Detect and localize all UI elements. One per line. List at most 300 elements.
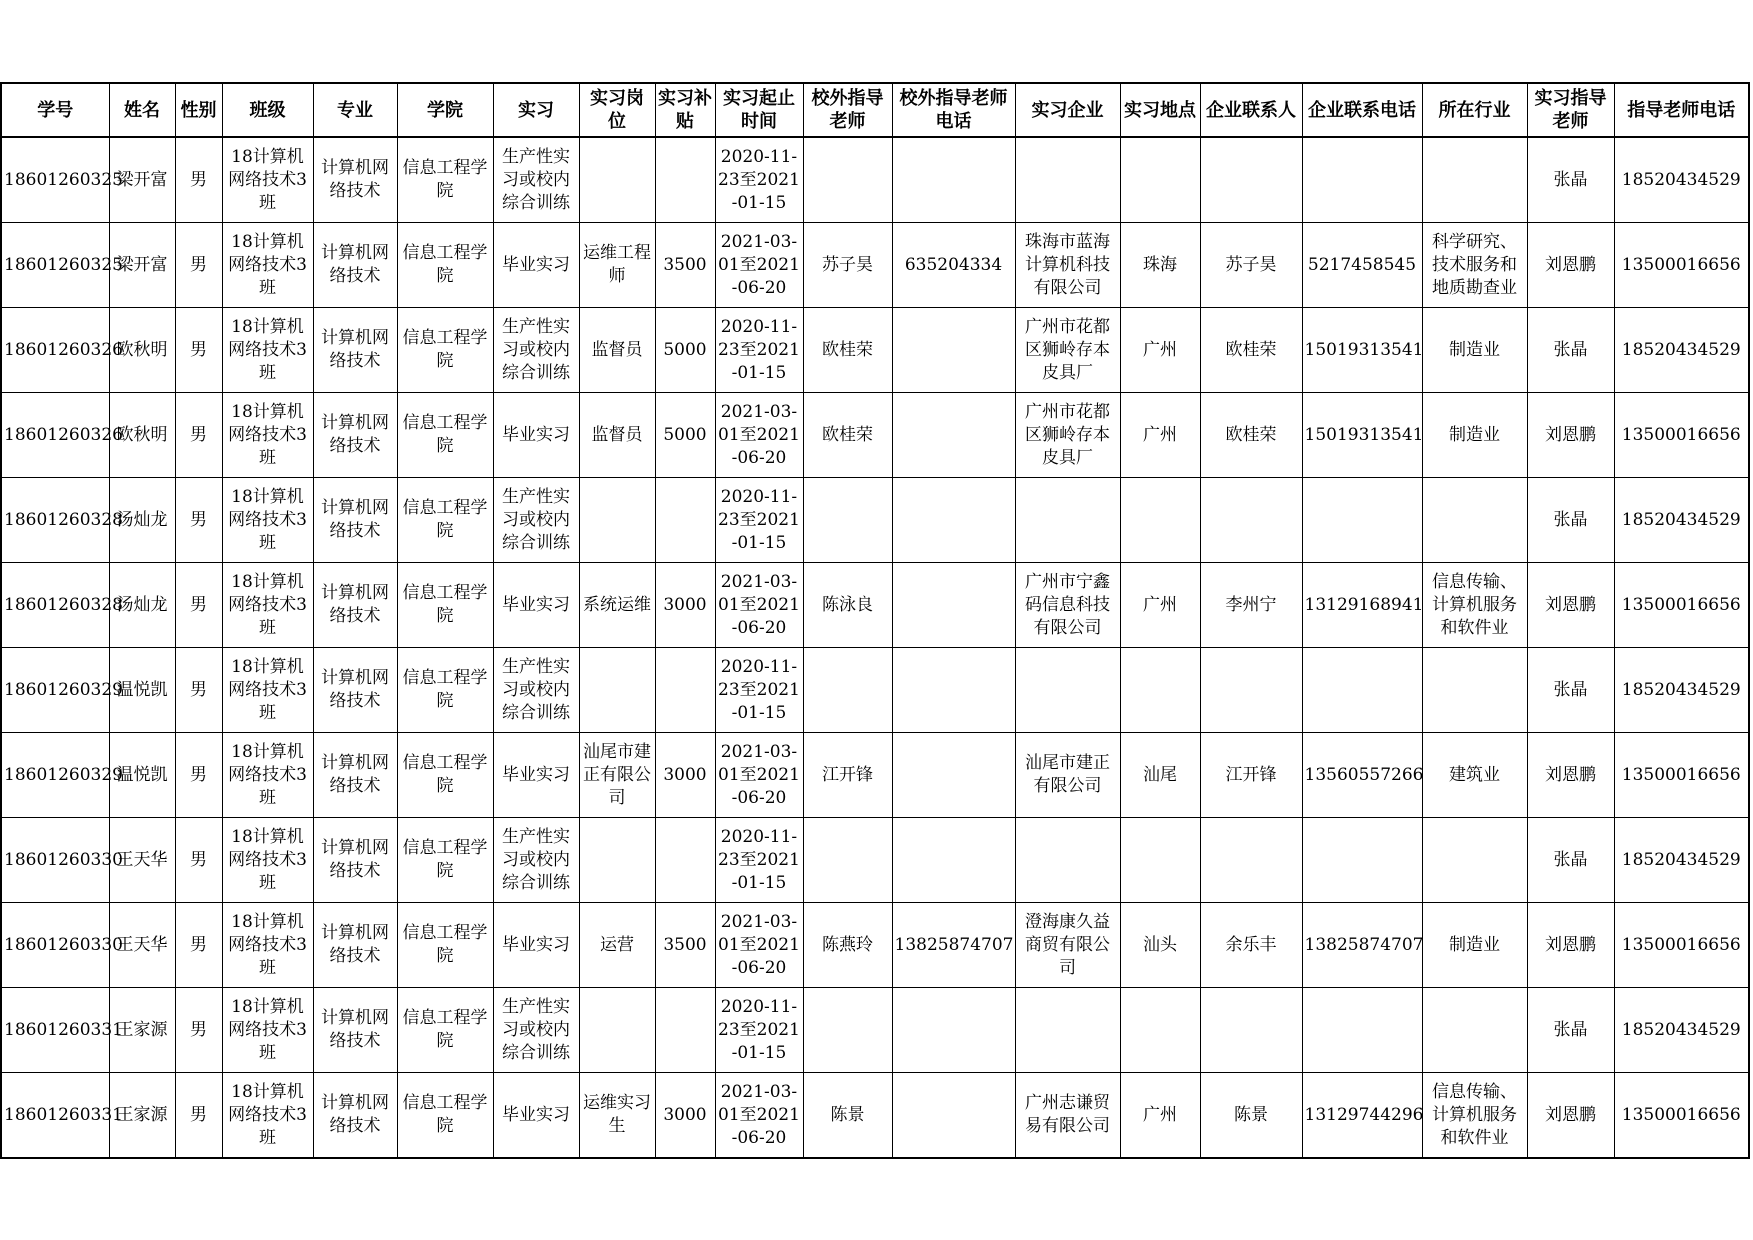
cell-text: 欧秋明 — [116, 424, 168, 445]
cell-text: 男 — [190, 679, 207, 700]
cell-text: 江开锋 — [822, 764, 873, 785]
table-cell — [579, 733, 655, 818]
table-cell — [1200, 648, 1302, 733]
cell-text: 信息工程学院 — [402, 1093, 488, 1136]
cell-text: 计算机网络技术 — [321, 923, 389, 966]
table-cell — [803, 648, 892, 733]
table-cell — [655, 818, 715, 903]
table-cell — [803, 903, 892, 988]
cell-text: 18520434529 — [1621, 849, 1741, 870]
cell-text: 陈景 — [830, 1104, 865, 1125]
table-cell — [1015, 563, 1120, 648]
cell-text: 18601260329 — [4, 679, 123, 700]
table-cell — [1120, 478, 1200, 563]
table-cell — [1302, 818, 1422, 903]
cell-text: 科学研究、技术服务和地质勘查业 — [1432, 231, 1517, 298]
table-cell — [655, 563, 715, 648]
cell-text: 欧桂荣 — [1225, 424, 1277, 445]
column-header: 实习起止时间 — [715, 83, 803, 137]
cell-text: 信息传输、计算机服务和软件业 — [1432, 571, 1517, 638]
table-cell — [1422, 733, 1527, 818]
table-cell — [1, 818, 123, 903]
table-cell — [1200, 393, 1302, 478]
table-cell — [715, 988, 803, 1073]
column-header: 专业 — [313, 83, 397, 137]
cell-text: 张晶 — [1553, 169, 1588, 190]
cell-text: 15019313541 — [1304, 339, 1424, 360]
column-header: 实习岗位 — [579, 83, 655, 137]
table-cell — [493, 393, 579, 478]
column-header: 姓名 — [109, 83, 175, 137]
table-cell — [579, 648, 655, 733]
cell-text: 制造业 — [1449, 339, 1500, 360]
cell-text: 计算机网络技术 — [321, 328, 389, 371]
table-cell — [313, 393, 397, 478]
table-cell — [1200, 223, 1302, 308]
cell-text: 15019313541 — [1304, 424, 1424, 445]
cell-text: 汕尾 — [1143, 764, 1177, 785]
table-row — [1, 393, 1749, 478]
table-cell — [1120, 1073, 1200, 1159]
cell-text: 5000 — [663, 339, 707, 360]
table-cell — [1527, 308, 1614, 393]
table-cell — [1, 1073, 123, 1159]
cell-text: 18计算机网络技术3班 — [228, 401, 307, 468]
table-cell — [313, 223, 397, 308]
table-cell — [579, 563, 655, 648]
table-cell — [493, 478, 579, 563]
table-cell — [1614, 1073, 1749, 1159]
column-header: 实习企业 — [1015, 83, 1120, 137]
table-cell — [313, 1073, 397, 1159]
cell-text: 3500 — [663, 254, 707, 275]
table-cell — [397, 1073, 493, 1159]
table-cell — [493, 137, 579, 223]
table-cell — [175, 393, 222, 478]
table-cell — [109, 223, 175, 308]
table-cell — [1120, 223, 1200, 308]
table-cell — [892, 563, 1015, 648]
cell-text: 监督员 — [591, 339, 643, 360]
cell-text: 18520434529 — [1621, 509, 1741, 530]
table-cell — [803, 733, 892, 818]
cell-text: 江开锋 — [1225, 764, 1277, 785]
cell-text: 18520434529 — [1621, 1019, 1741, 1040]
table-cell — [1015, 988, 1120, 1073]
table-cell — [1015, 478, 1120, 563]
table-cell — [397, 648, 493, 733]
table-cell — [1527, 818, 1614, 903]
cell-text: 13500016656 — [1621, 1104, 1741, 1125]
cell-text: 信息工程学院 — [402, 923, 488, 966]
table-cell — [493, 223, 579, 308]
table-cell — [579, 1073, 655, 1159]
cell-text: 13560557266 — [1304, 764, 1424, 785]
table-cell — [655, 223, 715, 308]
cell-text: 男 — [190, 339, 207, 360]
table-cell — [892, 308, 1015, 393]
table-cell — [1527, 648, 1614, 733]
table-cell — [175, 478, 222, 563]
table-cell — [109, 563, 175, 648]
cell-text: 2021-03-01至2021-06-20 — [718, 571, 800, 638]
table-cell — [892, 478, 1015, 563]
table-cell — [1200, 818, 1302, 903]
cell-text: 13129744296 — [1304, 1104, 1424, 1125]
table-cell — [1302, 393, 1422, 478]
cell-text: 13825874707 — [1304, 934, 1424, 955]
cell-text: 2020-11-23至2021-01-15 — [718, 316, 800, 383]
cell-text: 王天华 — [116, 934, 168, 955]
cell-text: 苏子昊 — [822, 254, 873, 275]
column-header: 指导老师电话 — [1614, 83, 1749, 137]
table-cell — [1, 393, 123, 478]
table-cell — [1120, 393, 1200, 478]
cell-text: 18601260328 — [4, 594, 123, 615]
cell-text: 2021-03-01至2021-06-20 — [718, 231, 800, 298]
cell-text: 制造业 — [1449, 424, 1500, 445]
table-cell — [1422, 988, 1527, 1073]
table-cell — [313, 308, 397, 393]
table-cell — [1614, 308, 1749, 393]
cell-text: 汕尾市建正有限公司 — [1025, 753, 1110, 796]
cell-text: 广州市花都区狮岭存本皮具厂 — [1025, 401, 1110, 468]
table-cell — [655, 137, 715, 223]
table-cell — [313, 818, 397, 903]
cell-text: 男 — [190, 594, 207, 615]
cell-text: 陈燕玲 — [822, 934, 873, 955]
cell-text: 男 — [190, 424, 207, 445]
table-cell — [175, 648, 222, 733]
cell-text: 广州 — [1143, 424, 1177, 445]
table-cell — [579, 818, 655, 903]
cell-text: 生产性实习或校内综合训练 — [502, 826, 570, 893]
table-cell — [803, 223, 892, 308]
table-cell — [803, 393, 892, 478]
cell-text: 监督员 — [591, 424, 643, 445]
cell-text: 广州 — [1143, 594, 1177, 615]
table-cell — [1015, 903, 1120, 988]
table-row — [1, 223, 1749, 308]
table-row — [1, 988, 1749, 1073]
cell-text: 珠海 — [1143, 254, 1177, 275]
table-cell — [1614, 818, 1749, 903]
table-cell — [1200, 308, 1302, 393]
column-header: 所在行业 — [1422, 83, 1527, 137]
table-cell — [655, 648, 715, 733]
cell-text: 信息工程学院 — [402, 838, 488, 881]
table-cell — [579, 903, 655, 988]
table-cell — [109, 903, 175, 988]
table-cell — [1200, 903, 1302, 988]
table-cell — [892, 1073, 1015, 1159]
cell-text: 刘恩鹏 — [1545, 764, 1596, 785]
table-cell — [222, 648, 313, 733]
table-cell — [1527, 903, 1614, 988]
cell-text: 生产性实习或校内综合训练 — [502, 996, 570, 1063]
table-cell — [397, 563, 493, 648]
table-cell — [175, 563, 222, 648]
table-cell — [1527, 478, 1614, 563]
cell-text: 18601260331 — [4, 1019, 123, 1040]
table-cell — [1527, 563, 1614, 648]
cell-text: 刘恩鹏 — [1545, 594, 1596, 615]
cell-text: 信息工程学院 — [402, 413, 488, 456]
cell-text: 18601260328 — [4, 509, 123, 530]
cell-text: 18601260331 — [4, 1104, 123, 1125]
table-cell — [579, 137, 655, 223]
header-row — [1, 83, 1749, 137]
table-cell — [493, 818, 579, 903]
column-header: 性别 — [175, 83, 222, 137]
cell-text: 13500016656 — [1621, 254, 1741, 275]
cell-text: 建筑业 — [1449, 764, 1500, 785]
cell-text: 18计算机网络技术3班 — [228, 146, 307, 213]
table-cell — [1120, 563, 1200, 648]
table-cell — [175, 1073, 222, 1159]
cell-text: 计算机网络技术 — [321, 753, 389, 796]
cell-text: 欧秋明 — [116, 339, 168, 360]
table-cell — [109, 733, 175, 818]
table-cell — [1120, 137, 1200, 223]
cell-text: 18601260329 — [4, 764, 123, 785]
table-cell — [1, 478, 123, 563]
cell-text: 生产性实习或校内综合训练 — [502, 146, 570, 213]
table-cell — [803, 818, 892, 903]
cell-text: 毕业实习 — [502, 254, 570, 275]
table-cell — [655, 733, 715, 818]
table-cell — [803, 563, 892, 648]
cell-text: 运维工程师 — [583, 243, 651, 286]
table-cell — [222, 393, 313, 478]
table-cell — [397, 393, 493, 478]
cell-text: 信息工程学院 — [402, 498, 488, 541]
table-cell — [1, 903, 123, 988]
column-header: 企业联系电话 — [1302, 83, 1422, 137]
table-cell — [109, 818, 175, 903]
cell-text: 18计算机网络技术3班 — [228, 741, 307, 808]
table-cell — [175, 308, 222, 393]
table-cell — [1200, 988, 1302, 1073]
table-cell — [1422, 308, 1527, 393]
table-cell — [1422, 137, 1527, 223]
table-cell — [175, 733, 222, 818]
table-cell — [1614, 563, 1749, 648]
column-header: 校外指导老师电话 — [892, 83, 1015, 137]
table-cell — [1015, 648, 1120, 733]
table-cell — [803, 1073, 892, 1159]
table-cell — [1614, 733, 1749, 818]
cell-text: 男 — [190, 254, 207, 275]
table-cell — [715, 648, 803, 733]
table-cell — [1614, 478, 1749, 563]
table-cell — [109, 1073, 175, 1159]
table-cell — [222, 988, 313, 1073]
table-cell — [1422, 818, 1527, 903]
table-cell — [1302, 733, 1422, 818]
table-cell — [175, 818, 222, 903]
table-cell — [493, 733, 579, 818]
table-cell — [1422, 563, 1527, 648]
table-cell — [1, 648, 123, 733]
table-row — [1, 903, 1749, 988]
cell-text: 18520434529 — [1621, 339, 1741, 360]
column-header: 实习 — [493, 83, 579, 137]
table-cell — [1302, 988, 1422, 1073]
table-cell — [222, 478, 313, 563]
cell-text: 13500016656 — [1621, 424, 1741, 445]
table-cell — [892, 137, 1015, 223]
table-cell — [715, 563, 803, 648]
cell-text: 计算机网络技术 — [321, 1008, 389, 1051]
cell-text: 5217458545 — [1307, 254, 1417, 275]
table-cell — [1614, 223, 1749, 308]
cell-text: 毕业实习 — [502, 1104, 570, 1125]
cell-text: 刘恩鹏 — [1545, 254, 1596, 275]
cell-text: 计算机网络技术 — [321, 243, 389, 286]
table-cell — [892, 648, 1015, 733]
column-header: 学院 — [397, 83, 493, 137]
table-cell — [1527, 223, 1614, 308]
cell-text: 苏子昊 — [1225, 254, 1277, 275]
table-cell — [1015, 1073, 1120, 1159]
cell-text: 广州 — [1143, 1104, 1177, 1125]
cell-text: 13129168941 — [1304, 594, 1424, 615]
table-cell — [397, 903, 493, 988]
cell-text: 汤灿龙 — [116, 509, 168, 530]
cell-text: 梁开富 — [116, 169, 168, 190]
table-cell — [1527, 1073, 1614, 1159]
table-cell — [1200, 733, 1302, 818]
table-cell — [397, 733, 493, 818]
cell-text: 13825874707 — [894, 934, 1014, 955]
table-cell — [803, 308, 892, 393]
cell-text: 18520434529 — [1621, 169, 1741, 190]
table-row — [1, 733, 1749, 818]
cell-text: 陈泳良 — [822, 594, 873, 615]
table-cell — [313, 733, 397, 818]
cell-text: 张晶 — [1553, 679, 1588, 700]
table-cell — [715, 733, 803, 818]
table-cell — [109, 478, 175, 563]
table-cell — [579, 988, 655, 1073]
cell-text: 张晶 — [1553, 339, 1588, 360]
cell-text: 18计算机网络技术3班 — [228, 231, 307, 298]
cell-text: 18计算机网络技术3班 — [228, 486, 307, 553]
table-cell — [109, 308, 175, 393]
cell-text: 毕业实习 — [502, 764, 570, 785]
table-cell — [892, 223, 1015, 308]
cell-text: 18计算机网络技术3班 — [228, 996, 307, 1063]
cell-text: 信息工程学院 — [402, 158, 488, 201]
cell-text: 3000 — [663, 594, 707, 615]
table-cell — [1527, 988, 1614, 1073]
table-cell — [1120, 988, 1200, 1073]
table-cell — [1422, 393, 1527, 478]
column-header: 班级 — [222, 83, 313, 137]
table-body — [1, 137, 1749, 1158]
cell-text: 系统运维 — [583, 594, 651, 615]
table-cell — [1015, 393, 1120, 478]
cell-text: 18计算机网络技术3班 — [228, 826, 307, 893]
table-cell — [397, 478, 493, 563]
cell-text: 计算机网络技术 — [321, 413, 389, 456]
cell-text: 珠海市蓝海计算机科技有限公司 — [1025, 231, 1110, 298]
table-cell — [1, 563, 123, 648]
table-header — [1, 83, 1749, 137]
cell-text: 计算机网络技术 — [321, 1093, 389, 1136]
cell-text: 余乐丰 — [1225, 934, 1277, 955]
table-cell — [892, 903, 1015, 988]
table-cell — [715, 308, 803, 393]
table-cell — [1302, 648, 1422, 733]
table-cell — [715, 478, 803, 563]
table-cell — [1200, 563, 1302, 648]
table-cell — [655, 1073, 715, 1159]
cell-text: 信息工程学院 — [402, 583, 488, 626]
internship-table — [0, 82, 1750, 1159]
cell-text: 男 — [190, 934, 207, 955]
cell-text: 欧桂荣 — [1225, 339, 1277, 360]
table-cell — [1, 308, 123, 393]
cell-text: 2020-11-23至2021-01-15 — [718, 656, 800, 723]
cell-text: 18601260326 — [4, 339, 123, 360]
table-row — [1, 818, 1749, 903]
table-cell — [222, 818, 313, 903]
cell-text: 信息工程学院 — [402, 753, 488, 796]
table-cell — [493, 1073, 579, 1159]
cell-text: 18601260330 — [4, 934, 123, 955]
table-cell — [493, 648, 579, 733]
table-cell — [1302, 1073, 1422, 1159]
cell-text: 温悦凯 — [116, 764, 168, 785]
cell-text: 13500016656 — [1621, 764, 1741, 785]
cell-text: 2020-11-23至2021-01-15 — [718, 826, 800, 893]
table-cell — [1120, 903, 1200, 988]
cell-text: 计算机网络技术 — [321, 498, 389, 541]
cell-text: 3500 — [663, 934, 707, 955]
table-cell — [109, 648, 175, 733]
table-cell — [803, 988, 892, 1073]
cell-text: 欧桂荣 — [822, 339, 873, 360]
cell-text: 18计算机网络技术3班 — [228, 571, 307, 638]
cell-text: 李州宁 — [1225, 594, 1277, 615]
table-cell — [1527, 393, 1614, 478]
table-row — [1, 308, 1749, 393]
table-cell — [1527, 137, 1614, 223]
table-cell — [1015, 733, 1120, 818]
cell-text: 广州市花都区狮岭存本皮具厂 — [1025, 316, 1110, 383]
column-header: 企业联系人 — [1200, 83, 1302, 137]
table-cell — [1302, 903, 1422, 988]
table-cell — [1015, 137, 1120, 223]
column-header: 实习补贴 — [655, 83, 715, 137]
table-cell — [715, 137, 803, 223]
table-cell — [892, 818, 1015, 903]
table-cell — [1614, 648, 1749, 733]
cell-text: 信息工程学院 — [402, 668, 488, 711]
cell-text: 计算机网络技术 — [321, 838, 389, 881]
cell-text: 635204334 — [904, 254, 1003, 275]
table-cell — [1422, 478, 1527, 563]
cell-text: 3000 — [663, 1104, 707, 1125]
cell-text: 张晶 — [1553, 1019, 1588, 1040]
cell-text: 生产性实习或校内综合训练 — [502, 656, 570, 723]
table-cell — [655, 478, 715, 563]
table-cell — [1422, 1073, 1527, 1159]
cell-text: 18601260330 — [4, 849, 123, 870]
table-cell — [313, 903, 397, 988]
